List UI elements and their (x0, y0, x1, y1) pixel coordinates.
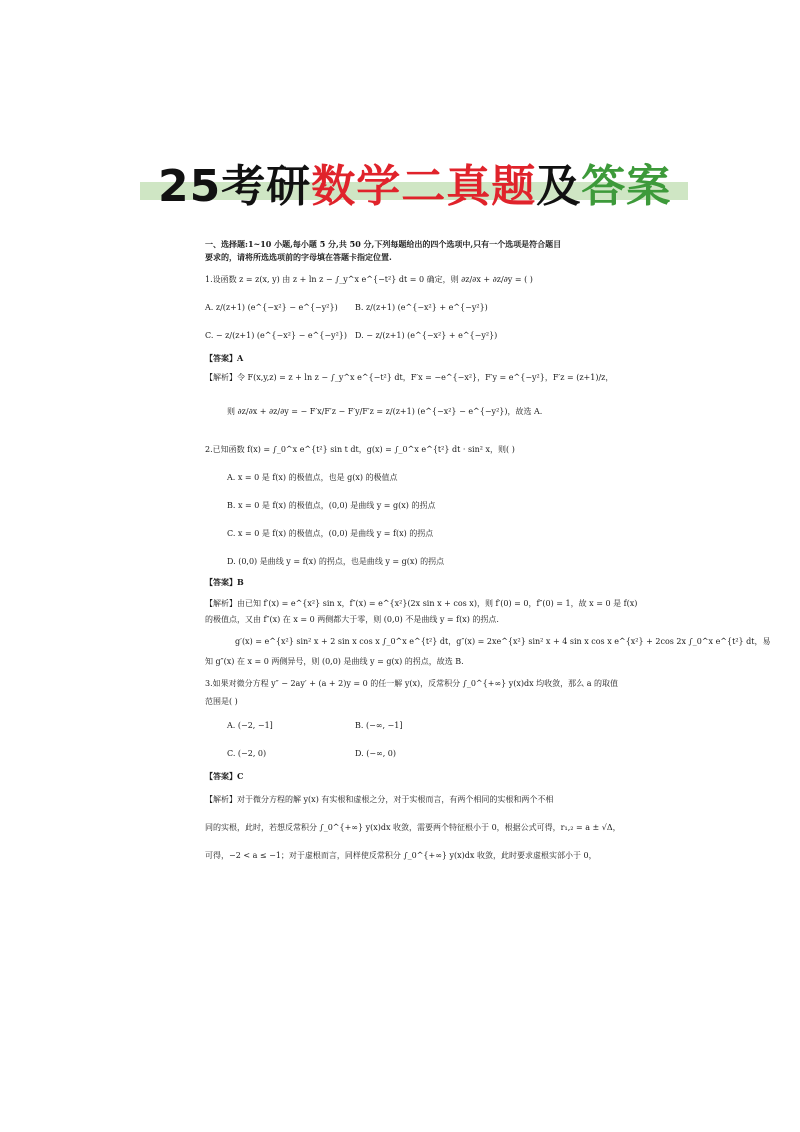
question-1-analysis: 【解析】令 F(x,y,z) = z + ln z − ∫_y^x e^{−t²} dt，F′x = −e^{−x²}，F′y = e^{−y²}，F′z = (z+1)/z， (205, 373, 614, 382)
question-2-option-a: A. x = 0 是 f(x) 的极值点，也是 g(x) 的极值点 (227, 473, 398, 482)
question-1-option-b: B. z/(z+1) (e^{−x²} + e^{−y²}) (355, 303, 488, 312)
question-3-analysis: 可得，−2 < a ≤ −1；对于虚根而言，同样使反常积分 ∫_0^{+∞} y(x)dx 收敛，此时要求虚根实部小于 0， (205, 851, 597, 860)
title-banner (140, 150, 688, 212)
question-2-option-d: D. (0,0) 是曲线 y = f(x) 的拐点，也是曲线 y = g(x) 的拐点 (227, 557, 445, 566)
question-3-analysis: 同的实根，此时，若想反常积分 ∫_0^{+∞} y(x)dx 收敛，需要两个特征根小于 0，根据公式可得，r₁,₂ = a ± √Δ， (205, 823, 621, 832)
question-2-analysis: 的极值点，又由 f″(x) 在 x = 0 两侧都大于零，则 (0,0) 不是曲线 y = f(x) 的拐点. (205, 615, 499, 624)
question-2-analysis: g′(x) = e^{x²} sin² x + 2 sin x cos x ∫_0^x e^{t²} dt，g″(x) = 2xe^{x²} sin² x + 4 sin x cos x e^{x²} + 2cos 2x ∫_0^x e^{t²} dt，易 (235, 637, 771, 646)
question-2-analysis: 知 g″(x) 在 x = 0 两侧异号，则 (0,0) 是曲线 y = g(x) 的拐点，故选 B. (205, 657, 464, 666)
question-3-stem: 范围是( ) (205, 697, 238, 706)
question-3-option-c: C. (−2, 0) (227, 749, 267, 758)
question-3-answer: 【答案】C (205, 771, 244, 781)
question-1-option-d: D. − z/(z+1) (e^{−x²} + e^{−y²}) (355, 331, 498, 340)
question-3-option-d: D. (−∞, 0) (355, 749, 396, 758)
question-3-analysis: 【解析】对于微分方程的解 y(x) 有实根和虚根之分，对于实根而言，有两个相同的实根和两个不相 (205, 795, 554, 804)
question-2-answer: 【答案】B (205, 577, 244, 587)
question-2-stem: 2.已知函数 f(x) = ∫_0^x e^{t²} sin t dt，g(x) = ∫_0^x e^{t²} dt · sin² x，则( ) (205, 445, 515, 454)
question-2-analysis: 【解析】由已知 f′(x) = e^{x²} sin x，f″(x) = e^{x²}(2x sin x + cos x)，则 f′(0) = 0，f″(0) = 1，故 x = 0 是 f(x) (205, 599, 638, 608)
question-3-option-a: A. (−2, −1] (227, 721, 273, 730)
question-2-option-b: B. x = 0 是 f(x) 的极值点，(0,0) 是曲线 y = g(x) 的拐点 (227, 501, 436, 510)
section-intro-line: 要求的，请将所选选项前的字母填在答题卡指定位置. (205, 252, 392, 262)
question-1-answer: 【答案】A (205, 353, 244, 363)
question-3-stem: 3.如果对微分方程 y″ − 2ay′ + (a + 2)y = 0 的任一解 y(x)，反常积分 ∫_0^{+∞} y(x)dx 均收敛，那么 a 的取值 (205, 679, 619, 688)
section-intro-line: 一、选择题:1~10 小题,每小题 5 分,共 50 分,下列每题给出的四个选项中,只有一个选项是符合题目 (205, 239, 562, 249)
question-3-option-b: B. (−∞, −1] (355, 721, 403, 730)
question-1-analysis: 则 ∂z/∂x + ∂z/∂y = − F′x/F′z − F′y/F′z = z/(z+1) (e^{−x²} − e^{−y²})，故选 A. (227, 407, 543, 416)
question-1-stem: 1.设函数 z = z(x, y) 由 z + ln z − ∫_y^x e^{−t²} dt = 0 确定，则 ∂z/∂x + ∂z/∂y = ( ) (205, 275, 533, 284)
question-1-option-a: A. z/(z+1) (e^{−x²} − e^{−y²}) (205, 303, 338, 312)
title-part-year: 25考研 (158, 161, 312, 212)
title-part-answers: 答案 (581, 161, 672, 212)
page-title (158, 150, 671, 214)
question-2-option-c: C. x = 0 是 f(x) 的极值点，(0,0) 是曲线 y = f(x) 的拐点 (227, 529, 434, 538)
question-1-option-c: C. − z/(z+1) (e^{−x²} − e^{−y²}) (205, 331, 347, 340)
title-part-subject: 数学二真题 (311, 161, 537, 212)
title-part-and: 及 (536, 161, 582, 212)
